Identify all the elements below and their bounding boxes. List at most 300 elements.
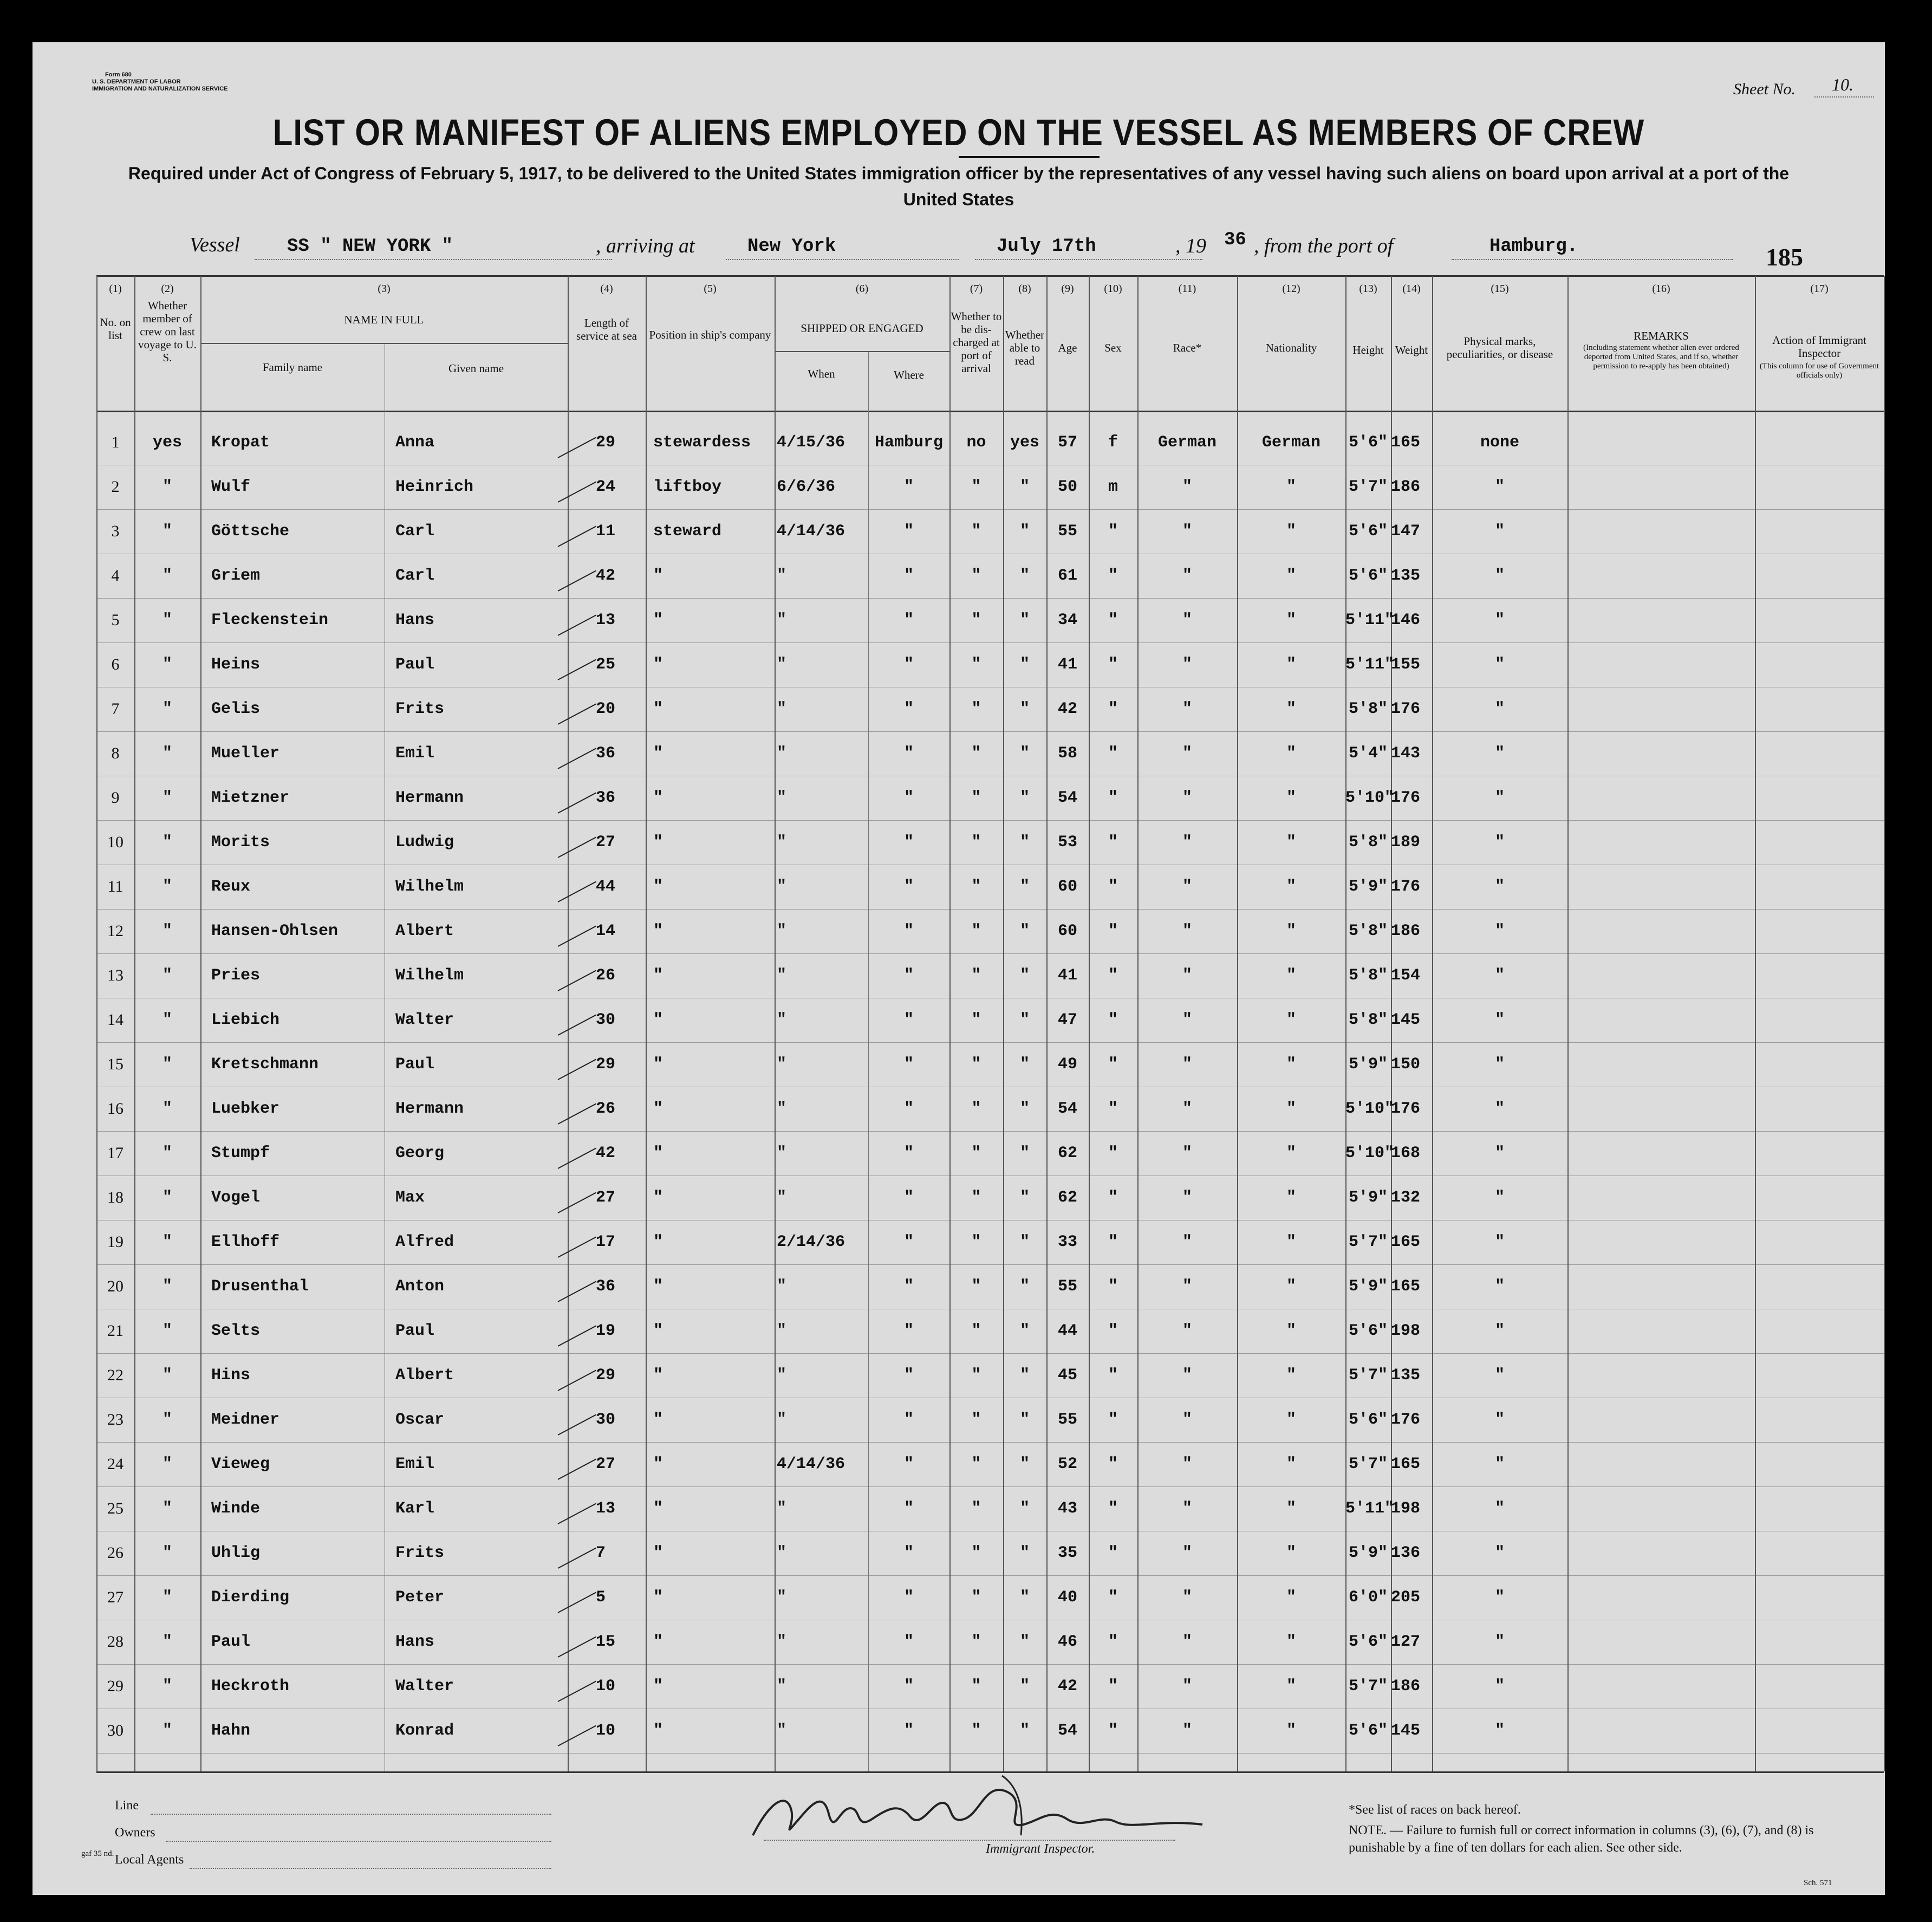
able-read-cell: "	[1019, 1633, 1030, 1651]
family-name-cell: Kropat	[211, 433, 270, 452]
service-cell: 27	[596, 1189, 616, 1207]
height-cell: 5'7"	[1348, 1455, 1388, 1473]
shipped-when-cell: "	[777, 1055, 787, 1074]
physical-cell: "	[1494, 522, 1505, 541]
schedule-number: Sch. 571	[1804, 1879, 1832, 1887]
physical-cell: "	[1494, 789, 1505, 807]
weight-cell: 165	[1391, 1277, 1421, 1296]
physical-cell: "	[1494, 611, 1505, 629]
age-cell: 49	[1057, 1055, 1077, 1074]
nationality-cell: "	[1286, 1055, 1296, 1074]
service-cell: 36	[596, 789, 616, 807]
race-cell: "	[1182, 1144, 1192, 1163]
age-cell: 60	[1057, 878, 1077, 896]
race-cell: "	[1182, 522, 1192, 541]
height-cell: 5'4"	[1348, 744, 1388, 763]
race-cell: "	[1182, 1011, 1192, 1029]
row-number: 16	[107, 1100, 123, 1118]
weight-cell: 150	[1391, 1055, 1421, 1074]
age-cell: 61	[1057, 567, 1077, 585]
discharged-cell: "	[971, 833, 981, 852]
sex-cell: "	[1108, 1322, 1118, 1340]
member-cell: yes	[152, 433, 182, 452]
shipped-where-cell: "	[903, 1455, 914, 1473]
discharged-cell: "	[971, 1588, 981, 1607]
family-name-cell: Selts	[211, 1322, 261, 1340]
sheet-number-value: 10.	[1832, 75, 1853, 94]
nationality-cell: "	[1286, 478, 1296, 496]
able-read-cell: "	[1019, 1233, 1030, 1251]
nationality-cell: "	[1286, 1366, 1296, 1385]
able-read-cell: "	[1019, 1455, 1030, 1473]
weight-cell: 147	[1391, 522, 1421, 541]
able-read-cell: "	[1019, 1588, 1030, 1607]
race-cell: "	[1182, 966, 1192, 985]
physical-cell: "	[1494, 1366, 1505, 1385]
member-cell: "	[162, 1189, 172, 1207]
race-cell: "	[1182, 1722, 1192, 1740]
header-age: Age	[1058, 341, 1077, 354]
discharged-cell: "	[971, 611, 981, 629]
physical-cell: "	[1494, 1055, 1505, 1074]
height-cell: 5'9"	[1348, 1544, 1388, 1562]
service-cell: 29	[596, 1055, 616, 1074]
physical-cell: "	[1494, 567, 1505, 585]
shipped-where-cell: "	[903, 1322, 914, 1340]
position-cell: "	[653, 833, 663, 852]
race-cell: "	[1182, 1677, 1192, 1696]
sex-cell: "	[1108, 1499, 1118, 1518]
weight-cell: 186	[1391, 1677, 1421, 1696]
service-cell: 19	[596, 1322, 616, 1340]
header-sex: Sex	[1104, 341, 1122, 354]
family-name-cell: Uhlig	[211, 1544, 261, 1562]
given-name-cell: Heinrich	[395, 478, 474, 496]
row-number: 3	[111, 522, 120, 540]
position-cell: stewardess	[653, 433, 751, 452]
sex-cell: "	[1108, 567, 1118, 585]
position-cell: "	[653, 1633, 663, 1651]
position-cell: "	[653, 611, 663, 629]
col-num-12: (12)	[1282, 283, 1300, 295]
discharged-cell: "	[971, 1722, 981, 1740]
discharged-cell: "	[971, 522, 981, 541]
col-num-16: (16)	[1652, 283, 1670, 295]
able-read-cell: "	[1019, 1366, 1030, 1385]
col-num-5: (5)	[704, 283, 717, 295]
position-cell: "	[653, 700, 663, 718]
given-name-cell: Walter	[395, 1677, 454, 1696]
physical-cell: "	[1494, 1100, 1505, 1118]
vessel-label: Vessel	[190, 233, 240, 256]
shipped-when-cell: "	[777, 1722, 787, 1740]
nationality-cell: "	[1286, 789, 1296, 807]
weight-cell: 165	[1391, 1233, 1421, 1251]
age-cell: 41	[1057, 655, 1077, 674]
row-number: 17	[107, 1144, 123, 1162]
shipped-where-cell: "	[903, 1633, 914, 1651]
able-read-cell: "	[1019, 1277, 1030, 1296]
weight-cell: 186	[1391, 922, 1421, 940]
weight-cell: 198	[1391, 1499, 1421, 1518]
service-cell: 26	[596, 1100, 616, 1118]
race-cell: "	[1182, 700, 1192, 718]
position-cell: "	[653, 1144, 663, 1163]
col-num-8: (8)	[1018, 283, 1031, 295]
weight-cell: 165	[1391, 433, 1421, 452]
row-number: 6	[111, 655, 120, 673]
member-cell: "	[162, 1544, 172, 1562]
service-cell: 44	[596, 878, 616, 896]
nationality-cell: "	[1286, 1233, 1296, 1251]
shipped-when-cell: "	[777, 1100, 787, 1118]
discharged-cell: "	[971, 878, 981, 896]
sex-cell: "	[1108, 1633, 1118, 1651]
tally-mark	[558, 526, 597, 547]
sex-cell: "	[1108, 1189, 1118, 1207]
family-name-cell: Liebich	[211, 1011, 280, 1029]
position-cell: steward	[653, 522, 722, 541]
weight-cell: 165	[1391, 1455, 1421, 1473]
able-read-cell: "	[1019, 567, 1030, 585]
shipped-where-cell: "	[903, 700, 914, 718]
tally-mark	[558, 1281, 597, 1302]
position-cell: "	[653, 1722, 663, 1740]
height-cell: 5'10"	[1345, 1100, 1395, 1118]
shipped-when-cell: "	[777, 789, 787, 807]
discharged-cell: "	[971, 1233, 981, 1251]
sex-cell: "	[1108, 789, 1118, 807]
position-cell: liftboy	[653, 478, 722, 496]
tally-mark	[558, 1681, 597, 1702]
weight-cell: 176	[1391, 878, 1421, 896]
shipped-where-cell: "	[903, 478, 914, 496]
able-read-cell: yes	[1010, 433, 1039, 452]
given-name-cell: Max	[395, 1189, 425, 1207]
height-cell: 6'0"	[1348, 1588, 1388, 1607]
physical-cell: "	[1494, 1499, 1505, 1518]
physical-cell: "	[1494, 922, 1505, 940]
tally-mark	[558, 1237, 597, 1258]
nationality-cell: "	[1286, 1544, 1296, 1562]
nationality-cell: "	[1286, 878, 1296, 896]
height-cell: 5'8"	[1348, 922, 1388, 940]
given-name-cell: Paul	[395, 655, 435, 674]
service-cell: 27	[596, 833, 616, 852]
service-cell: 27	[596, 1455, 616, 1473]
race-cell: "	[1182, 789, 1192, 807]
height-cell: 5'6"	[1348, 433, 1388, 452]
position-cell: "	[653, 655, 663, 674]
nationality-cell: "	[1286, 655, 1296, 674]
service-cell: 13	[596, 611, 616, 629]
position-cell: "	[653, 878, 663, 896]
able-read-cell: "	[1019, 1677, 1030, 1696]
family-name-cell: Drusenthal	[211, 1277, 309, 1296]
row-number: 14	[107, 1011, 123, 1029]
able-read-cell: "	[1019, 700, 1030, 718]
position-cell: "	[653, 744, 663, 763]
member-cell: "	[162, 655, 172, 674]
physical-cell: "	[1494, 1544, 1505, 1562]
given-name-cell: Carl	[395, 567, 435, 585]
physical-cell: "	[1494, 1144, 1505, 1163]
given-name-cell: Konrad	[395, 1722, 454, 1740]
shipped-when-cell: "	[777, 1189, 787, 1207]
race-cell: "	[1182, 744, 1192, 763]
able-read-cell: "	[1019, 922, 1030, 940]
family-name-cell: Heckroth	[211, 1677, 290, 1696]
physical-cell: "	[1494, 1633, 1505, 1651]
weight-cell: 189	[1391, 833, 1421, 852]
weight-cell: 168	[1391, 1144, 1421, 1163]
race-cell: "	[1182, 1100, 1192, 1118]
shipped-where-cell: "	[903, 966, 914, 985]
shipped-where-cell: "	[903, 1189, 914, 1207]
discharged-cell: "	[971, 700, 981, 718]
weight-cell: 146	[1391, 611, 1421, 629]
age-cell: 53	[1057, 833, 1077, 852]
header-physical: Physical marks, peculiarities, or disease	[1446, 335, 1553, 361]
age-cell: 60	[1057, 922, 1077, 940]
age-cell: 50	[1057, 478, 1077, 496]
row-number: 20	[107, 1277, 123, 1295]
nationality-cell: "	[1286, 1455, 1296, 1473]
tally-mark	[558, 1459, 597, 1480]
race-cell: "	[1182, 1277, 1192, 1296]
family-name-cell: Mueller	[211, 744, 280, 763]
header-length-service: Length of service at sea	[576, 316, 637, 342]
sex-cell: "	[1108, 878, 1118, 896]
sex-cell: "	[1108, 522, 1118, 541]
tally-mark	[558, 1548, 597, 1569]
race-cell: "	[1182, 1233, 1192, 1251]
height-cell: 5'9"	[1348, 1277, 1388, 1296]
sex-cell: "	[1108, 966, 1118, 985]
service-cell: 26	[596, 966, 616, 985]
physical-cell: "	[1494, 966, 1505, 985]
sex-cell: "	[1108, 1100, 1118, 1118]
shipped-when-cell: "	[777, 700, 787, 718]
shipped-when-cell: 4/14/36	[777, 1455, 845, 1473]
position-cell: "	[653, 1411, 663, 1429]
shipped-when-cell: "	[777, 1544, 787, 1562]
shipped-where-cell: "	[903, 522, 914, 541]
nationality-cell: "	[1286, 522, 1296, 541]
shipped-where-cell: "	[903, 744, 914, 763]
nationality-cell: "	[1286, 1277, 1296, 1296]
age-cell: 34	[1057, 611, 1077, 629]
shipped-when-cell: "	[777, 833, 787, 852]
height-cell: 5'6"	[1348, 1411, 1388, 1429]
row-number: 23	[107, 1411, 123, 1428]
member-cell: "	[162, 878, 172, 896]
row-number: 25	[107, 1499, 123, 1517]
shipped-where-cell: "	[903, 567, 914, 585]
physical-cell: none	[1480, 433, 1519, 452]
header-race: Race*	[1173, 341, 1202, 354]
port-label: , from the port of	[1254, 235, 1394, 257]
position-cell: "	[653, 1100, 663, 1118]
col-num-6: (6)	[855, 283, 869, 295]
discharged-cell: "	[971, 966, 981, 985]
race-cell: German	[1157, 433, 1217, 452]
nationality-cell: "	[1286, 567, 1296, 585]
col-num-14: (14)	[1402, 283, 1421, 295]
race-cell: "	[1182, 1189, 1192, 1207]
family-name-cell: Paul	[211, 1633, 251, 1651]
header-where: Where	[894, 368, 924, 381]
shipped-when-cell: 4/15/36	[777, 433, 845, 452]
member-cell: "	[162, 1588, 172, 1607]
position-cell: "	[653, 1677, 663, 1696]
member-cell: "	[162, 922, 172, 940]
height-cell: 5'8"	[1348, 1011, 1388, 1029]
shipped-where-cell: "	[903, 611, 914, 629]
header-when: When	[808, 367, 835, 380]
sex-cell: "	[1108, 700, 1118, 718]
local-agents-label: Local Agents	[115, 1853, 184, 1867]
given-name-cell: Albert	[395, 1366, 454, 1385]
given-name-cell: Carl	[395, 522, 435, 541]
arrival-date: July 17th	[997, 236, 1096, 257]
tally-mark	[558, 1370, 597, 1391]
member-cell: "	[162, 1677, 172, 1696]
family-name-cell: Luebker	[211, 1100, 280, 1118]
nationality-cell: "	[1286, 966, 1296, 985]
service-cell: 14	[596, 922, 616, 940]
height-cell: 5'10"	[1345, 789, 1395, 807]
able-read-cell: "	[1019, 833, 1030, 852]
tally-mark	[558, 1725, 597, 1746]
sex-cell: "	[1108, 611, 1118, 629]
member-cell: "	[162, 567, 172, 585]
family-name-cell: Hahn	[211, 1722, 251, 1740]
shipped-when-cell: "	[777, 1011, 787, 1029]
member-cell: "	[162, 1055, 172, 1074]
given-name-cell: Georg	[395, 1144, 445, 1163]
row-number: 4	[111, 567, 120, 585]
given-name-cell: Albert	[395, 922, 454, 940]
tally-mark	[558, 1503, 597, 1524]
weight-cell: 176	[1391, 789, 1421, 807]
race-cell: "	[1182, 1411, 1192, 1429]
service-cell: 10	[596, 1722, 616, 1740]
shipped-where-cell: "	[903, 922, 914, 940]
header-family-name: Family name	[262, 361, 323, 374]
nationality-cell: "	[1286, 1499, 1296, 1518]
sex-cell: f	[1108, 433, 1118, 452]
member-cell: "	[162, 1455, 172, 1473]
able-read-cell: "	[1019, 1544, 1030, 1562]
height-cell: 5'7"	[1348, 1366, 1388, 1385]
service-cell: 24	[596, 478, 616, 496]
nationality-cell: "	[1286, 1588, 1296, 1607]
race-cell: "	[1182, 611, 1192, 629]
family-name-cell: Meidner	[211, 1411, 280, 1429]
weight-cell: 198	[1391, 1322, 1421, 1340]
service-cell: 29	[596, 1366, 616, 1385]
sex-cell: "	[1108, 1544, 1118, 1562]
physical-cell: "	[1494, 1322, 1505, 1340]
year-prefix: , 19	[1175, 235, 1206, 257]
shipped-when-cell: "	[777, 1277, 787, 1296]
service-cell: 20	[596, 700, 616, 718]
weight-cell: 176	[1391, 1411, 1421, 1429]
member-cell: "	[162, 1011, 172, 1029]
header-discharged: Whether to be dis- charged at port of arrival	[951, 310, 1002, 375]
able-read-cell: "	[1019, 1499, 1030, 1518]
position-cell: "	[653, 789, 663, 807]
shipped-when-cell: "	[777, 1677, 787, 1696]
able-read-cell: "	[1019, 1322, 1030, 1340]
able-read-cell: "	[1019, 611, 1030, 629]
row-number: 5	[111, 611, 120, 629]
sex-cell: "	[1108, 833, 1118, 852]
physical-cell: "	[1494, 1411, 1505, 1429]
height-cell: 5'11"	[1345, 655, 1395, 674]
nationality-cell: "	[1286, 700, 1296, 718]
tally-mark	[558, 704, 597, 725]
family-name-cell: Stumpf	[211, 1144, 270, 1163]
age-cell: 57	[1057, 433, 1077, 452]
race-cell: "	[1182, 1455, 1192, 1473]
print-code: gaf 35 nd.	[81, 1849, 114, 1858]
row-number: 1	[111, 433, 120, 451]
age-cell: 43	[1057, 1499, 1077, 1518]
shipped-where-cell: "	[903, 1100, 914, 1118]
shipped-where-cell: "	[903, 1544, 914, 1562]
nationality-cell: "	[1286, 1633, 1296, 1651]
service-cell: 36	[596, 1277, 616, 1296]
member-cell: "	[162, 478, 172, 496]
race-cell: "	[1182, 655, 1192, 674]
given-name-cell: Alfred	[395, 1233, 454, 1251]
discharged-cell: "	[971, 1100, 981, 1118]
member-cell: "	[162, 1499, 172, 1518]
sex-cell: "	[1108, 655, 1118, 674]
family-name-cell: Dierding	[211, 1588, 290, 1607]
col-num-10: (10)	[1104, 283, 1122, 295]
tally-mark	[558, 1148, 597, 1169]
age-cell: 62	[1057, 1189, 1077, 1207]
given-name-cell: Ludwig	[395, 833, 454, 852]
able-read-cell: "	[1019, 1411, 1030, 1429]
col-num-4: (4)	[600, 283, 613, 295]
able-read-cell: "	[1019, 1144, 1030, 1163]
age-cell: 33	[1057, 1233, 1077, 1251]
service-cell: 42	[596, 1144, 616, 1163]
given-name-cell: Hermann	[395, 1100, 464, 1118]
row-number: 26	[107, 1544, 123, 1562]
header-able-read: Whether able to read	[1005, 328, 1045, 367]
physical-cell: "	[1494, 1011, 1505, 1029]
shipped-where-cell: "	[903, 878, 914, 896]
arrival-port: New York	[747, 236, 836, 257]
able-read-cell: "	[1019, 789, 1030, 807]
sex-cell: "	[1108, 1366, 1118, 1385]
family-name-cell: Fleckenstein	[211, 611, 329, 629]
given-name-cell: Walter	[395, 1011, 454, 1029]
race-cell: "	[1182, 1055, 1192, 1074]
discharged-cell: "	[971, 1277, 981, 1296]
tally-mark	[558, 615, 597, 636]
given-name-cell: Anton	[395, 1277, 445, 1296]
family-name-cell: Wulf	[211, 478, 251, 496]
service-cell: 15	[596, 1633, 616, 1651]
age-cell: 55	[1057, 1277, 1077, 1296]
service-cell: 29	[596, 433, 616, 452]
